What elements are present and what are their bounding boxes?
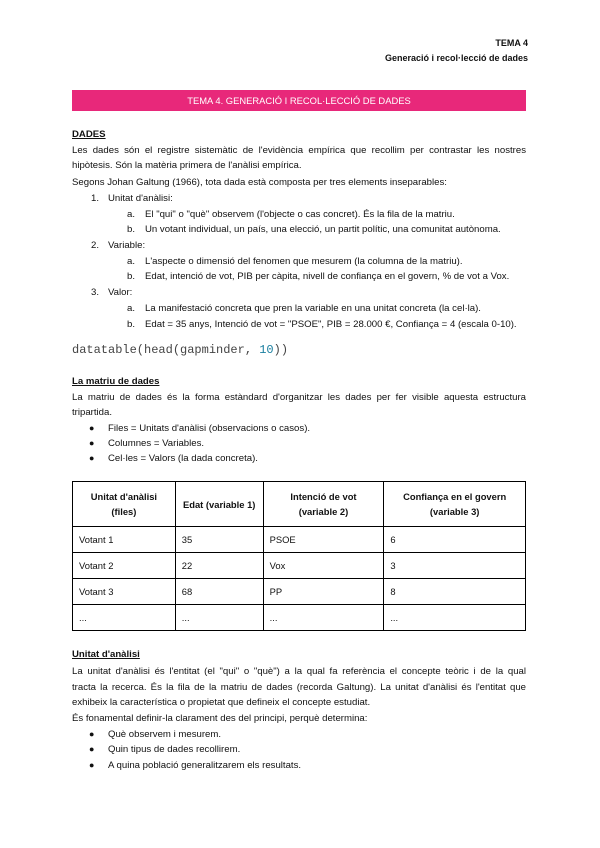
table-cell: ... <box>175 605 263 631</box>
list-subitem: Edat = 35 anys, Intenció de vot = "PSOE", PIB = 28.000 €, Confiança = 4 (escala 0-10). <box>145 319 517 330</box>
list-subitem: El "qui" o "què" observem (l'objecte o cas concret). És la fila de la matriu. <box>145 209 455 220</box>
list-item-label: Variable: <box>108 240 146 251</box>
column-header: Edat (variable 1) <box>175 482 263 527</box>
table-cell: 6 <box>384 527 526 553</box>
list-item-label: Unitat d'anàlisi: <box>108 193 173 204</box>
list-letter: a. <box>127 303 136 314</box>
list-number: 2. <box>91 240 100 251</box>
column-header: Confiança en el govern (variable 3) <box>384 482 526 527</box>
list-subitem: Un votant individual, un país, una elecció, un partit polític, una comunitat autònoma. <box>145 224 501 235</box>
table-cell: 8 <box>384 579 526 605</box>
list-item: Què observem i mesurem. <box>108 729 222 740</box>
table-cell: 35 <box>175 527 263 553</box>
list-item-label: Valor: <box>108 287 133 298</box>
list-item: A quina població generalitzarem els resultats. <box>108 760 302 771</box>
section-banner: TEMA 4. GENERACIÓ I RECOL·LECCIÓ DE DADES <box>72 90 526 111</box>
unitat-paragraph-line: La unitat d'anàlisi és l'entitat (el "qui" o "què") a la qual fa referència el concepte teòric i de la qual <box>72 666 526 677</box>
code-snippet <box>72 343 288 357</box>
unitat-paragraph-line: tracta la recerca. És la fila de la matriu de dades (recorda Galtung). La unitat d'anàlisi és l'entitat que <box>72 682 526 693</box>
running-header-topic: TEMA 4 <box>495 38 528 48</box>
table-row <box>73 527 526 553</box>
dades-paragraph-line: Les dades són el registre sistemàtic de l'evidència empírica que recollim per contrastar les nostres <box>72 145 526 156</box>
table-cell: PSOE <box>263 527 384 553</box>
running-header-title: Generació i recol·lecció de dades <box>384 53 528 63</box>
table-cell: ... <box>263 605 384 631</box>
list-number: 3. <box>91 287 100 298</box>
table-row <box>73 605 526 631</box>
table-cell: 68 <box>175 579 263 605</box>
data-matrix-table <box>72 481 526 631</box>
dades-heading: DADES <box>72 129 106 140</box>
code-number: 10 <box>259 343 274 357</box>
list-item: Columnes = Variables. <box>108 438 205 449</box>
table-row <box>73 579 526 605</box>
table-cell: Votant 2 <box>73 553 176 579</box>
list-item: Quin tipus de dades recollirem. <box>108 744 241 755</box>
unitat-paragraph: És fonamental definir-la clarament des del principi, perquè determina: <box>72 713 368 724</box>
code-text: datatable(head(gapminder, <box>72 343 260 357</box>
table-cell: Vox <box>263 553 384 579</box>
table-cell: ... <box>73 605 176 631</box>
bullet-dot-icon: ● <box>89 453 95 463</box>
dades-paragraph-line: hipòtesis. Són la matèria primera de l'anàlisi empírica. <box>72 160 302 171</box>
table-cell: 3 <box>384 553 526 579</box>
code-text: )) <box>273 343 289 357</box>
list-item: Files = Unitats d'anàlisi (observacions o casos). <box>108 423 311 434</box>
list-letter: b. <box>127 319 136 330</box>
list-letter: a. <box>127 256 136 267</box>
list-item: Cel·les = Valors (la dada concreta). <box>108 453 258 464</box>
bullet-dot-icon: ● <box>89 438 95 448</box>
bullet-dot-icon: ● <box>89 729 95 739</box>
galtung-intro: Segons Johan Galtung (1966), tota dada està composta per tres elements inseparables: <box>72 177 447 188</box>
list-subitem: L'aspecte o dimensió del fenomen que mesurem (la columna de la matriu). <box>145 256 463 267</box>
list-letter: b. <box>127 224 136 235</box>
table-row <box>73 553 526 579</box>
table-cell: Votant 1 <box>73 527 176 553</box>
list-subitem: Edat, intenció de vot, PIB per càpita, nivell de confiança en el govern, % de vot a Vox. <box>145 271 510 282</box>
table-cell: 22 <box>175 553 263 579</box>
matriu-paragraph-line: La matriu de dades és la forma estàndard d'organitzar les dades per fer visible aquesta estructura <box>72 392 526 403</box>
column-header: Intenció de vot (variable 2) <box>263 482 384 527</box>
bullet-dot-icon: ● <box>89 423 95 433</box>
unitat-heading: Unitat d'anàlisi <box>72 649 140 660</box>
bullet-dot-icon: ● <box>89 744 95 754</box>
matriu-heading: La matriu de dades <box>72 376 160 387</box>
list-letter: a. <box>127 209 136 220</box>
unitat-paragraph-line: exhibeix la característica o propietat que defineix el concepte estudiat. <box>72 697 371 708</box>
column-header: Unitat d'anàlisi (files) <box>73 482 176 527</box>
table-cell: PP <box>263 579 384 605</box>
matriu-paragraph-line: tripartida. <box>72 407 112 418</box>
bullet-dot-icon: ● <box>89 760 95 770</box>
list-subitem: La manifestació concreta que pren la variable en una unitat concreta (la cel·la). <box>145 303 481 314</box>
table-header-row <box>73 482 526 527</box>
list-letter: b. <box>127 271 136 282</box>
list-number: 1. <box>91 193 100 204</box>
table-cell: Votant 3 <box>73 579 176 605</box>
table-cell: ... <box>384 605 526 631</box>
